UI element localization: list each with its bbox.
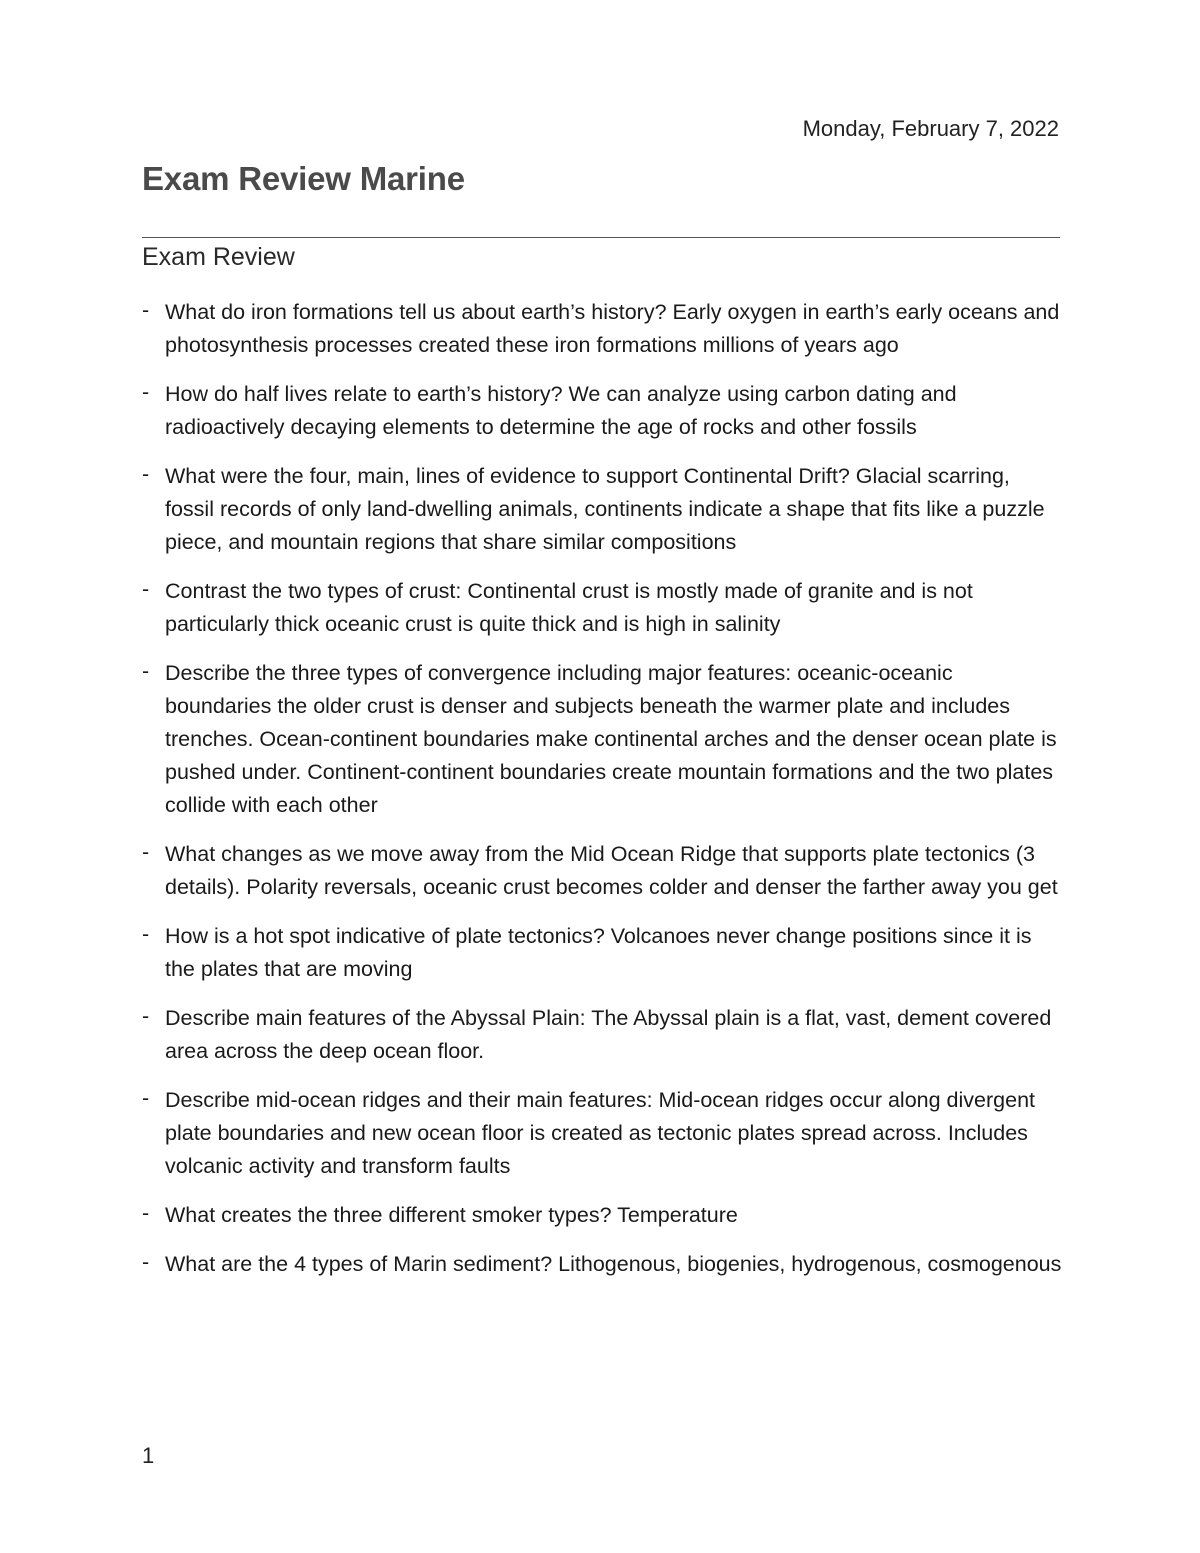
list-item [142,1002,1062,1068]
list-item-text: What are the 4 types of Marin sediment? Lithogenous, biogenies, hydrogenous, cosmogenous [165,1252,1062,1276]
bullet-dash-icon: - [142,298,150,322]
list-item [142,460,1062,559]
list-item-text: How do half lives relate to earth’s history? We can analyze using carbon dating and radioactively decaying elements to determine the age of rocks and other fossils [165,382,957,439]
list-item [142,1084,1062,1183]
list-item-text: What do iron formations tell us about earth’s history? Early oxygen in earth’s early oceans and photosynthesis processes created these iron formations millions of years ago [165,300,1060,357]
list-item-text: Describe main features of the Abyssal Plain: The Abyssal plain is a flat, vast, dement covered area across the deep ocean floor. [165,1006,1052,1063]
page-number: 1 [142,1443,155,1468]
list-item [142,657,1062,822]
list-item-text: Contrast the two types of crust: Continental crust is mostly made of granite and is not particularly thick oceanic crust is quite thick and is high in salinity [165,579,973,636]
list-item [142,575,1062,641]
list-item-text: Describe the three types of convergence including major features: oceanic-oceanic boundaries the older crust is denser and subjects beneath the warmer plate and includes trenches. Ocean-continent boundaries make continental arches and the denser ocean plate is pushed under. Continent-continent boundaries create mountain formations and the two plates collide with each other [165,661,1057,817]
bullet-dash-icon: - [142,1004,150,1028]
title-divider [142,237,1060,238]
list-item [142,838,1062,904]
bullet-dash-icon: - [142,922,150,946]
bullet-dash-icon: - [142,380,150,404]
document-title: Exam Review Marine [142,160,465,197]
bullet-dash-icon: - [142,659,150,683]
bullet-dash-icon: - [142,840,150,864]
list-item-text: What creates the three different smoker types? Temperature [165,1203,738,1227]
list-item [142,1199,1062,1232]
bullet-dash-icon: - [142,1086,150,1110]
list-item-text: Describe mid-ocean ridges and their main features: Mid-ocean ridges occur along divergent plate boundaries and new ocean floor is created as tectonic plates spread across. Includes volcanic activity and transform faults [165,1088,1036,1178]
review-question-list [142,296,1062,1297]
list-item [142,1248,1062,1281]
list-item-text: How is a hot spot indicative of plate tectonics? Volcanoes never change positions since it is the plates that are moving [165,924,1032,981]
list-item [142,296,1062,362]
document-date: Monday, February 7, 2022 [802,116,1059,141]
bullet-dash-icon: - [142,1250,150,1274]
list-item [142,378,1062,444]
list-item [142,920,1062,986]
list-item-text: What were the four, main, lines of evidence to support Continental Drift? Glacial scarring, fossil records of only land-dwelling animals, continents indicate a shape that fits like a puzzle piece, and mountain regions that share similar compositions [165,464,1045,554]
bullet-dash-icon: - [142,577,150,601]
bullet-dash-icon: - [142,1201,150,1225]
list-item-text: What changes as we move away from the Mid Ocean Ridge that supports plate tectonics (3 details). Polarity reversals, oceanic crust becomes colder and denser the farther away you get [165,842,1058,899]
bullet-dash-icon: - [142,462,150,486]
section-heading: Exam Review [142,243,295,271]
